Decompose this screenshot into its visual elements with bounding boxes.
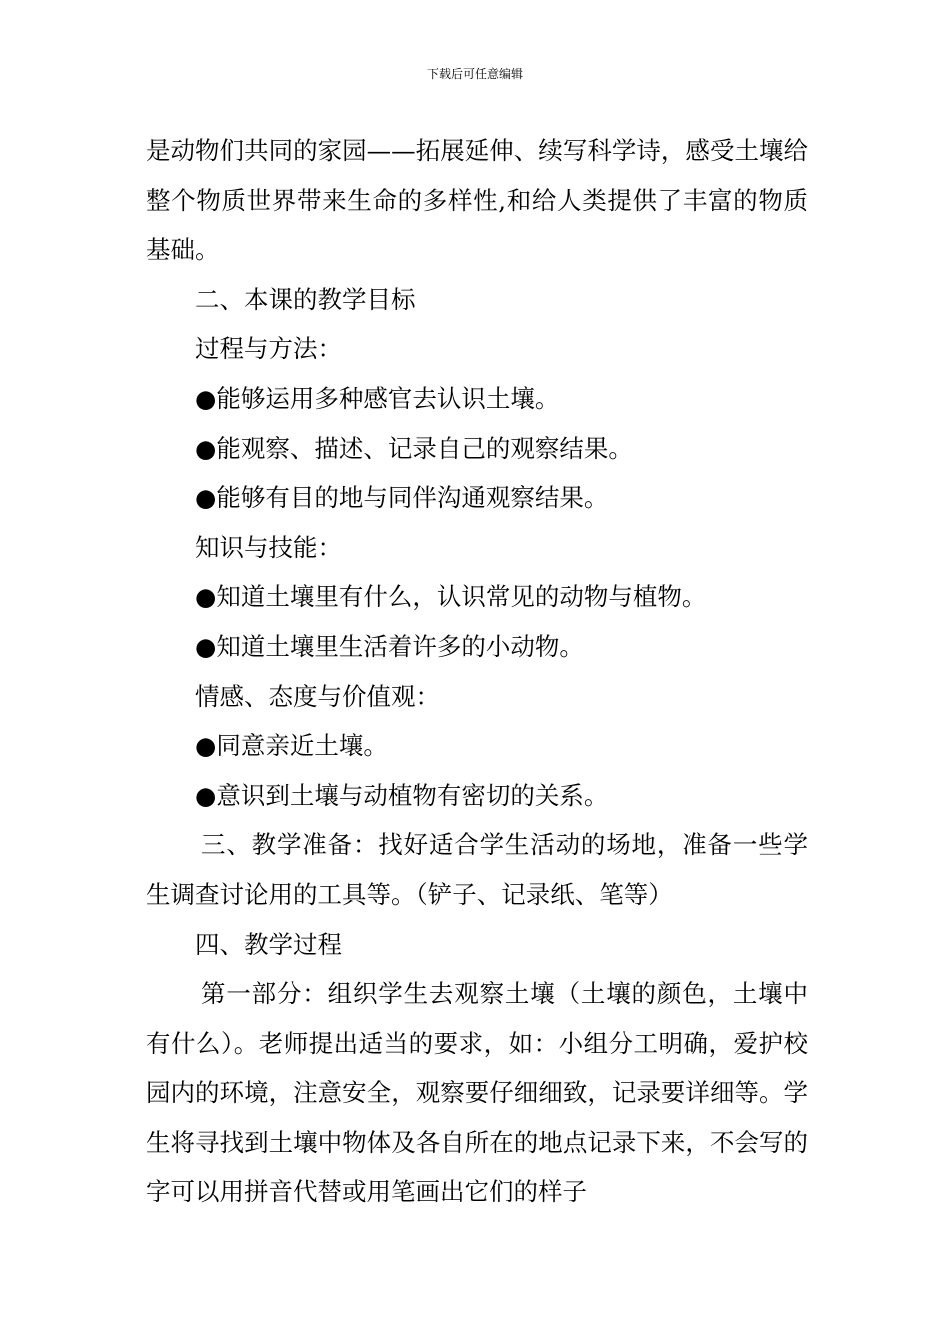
subheading-process-methods: 过程与方法： xyxy=(195,334,342,364)
bullet-item: ●意识到土壤与动植物有密切的关系。 xyxy=(195,780,609,810)
bullet-item: ●能够有目的地与同伴沟通观察结果。 xyxy=(195,483,609,513)
section-heading-goals: 二、本课的教学目标 xyxy=(195,284,416,314)
bullet-item: ●能观察、描述、记录自己的观察结果。 xyxy=(195,433,633,463)
bullet-item: ●能够运用多种感官去认识土壤。 xyxy=(195,383,560,413)
subheading-knowledge-skills: 知识与技能： xyxy=(195,532,342,562)
paragraph-intro-continuation: 是动物们共同的家园——拓展延伸、续写科学诗，感受土壤给整个物质世界带来生命的多样性,和给人类提供了丰富的物质基础。 xyxy=(146,136,808,265)
bullet-item: ●同意亲近土壤。 xyxy=(195,731,388,761)
bullet-item: ●知道土壤里有什么，认识常见的动物与植物。 xyxy=(195,582,707,612)
section-teaching-preparation: 三、教学准备：找好适合学生活动的场地，准备一些学生调查讨论用的工具等。（铲子、记录纸、笔等） xyxy=(146,830,808,909)
bullet-item: ●知道土壤里生活着许多的小动物。 xyxy=(195,631,584,661)
page-header: 下载后可任意编辑 xyxy=(426,67,523,81)
subheading-attitudes-values: 情感、态度与价值观： xyxy=(195,681,440,711)
section-heading-process: 四、教学过程 xyxy=(195,929,342,959)
paragraph-part-one: 第一部分：组织学生去观察土壤（土壤的颜色，土壤中有什么）。老师提出适当的要求，如：小组分工明确，爱护校园内的环境，注意安全，观察要仔细细致，记录要详细等。学生将寻找到土壤中物体及各自所在的地点记录下来，不会写的字可以用拼音代替或用笔画出它们的样子 xyxy=(146,979,808,1207)
document-body xyxy=(146,126,808,1217)
